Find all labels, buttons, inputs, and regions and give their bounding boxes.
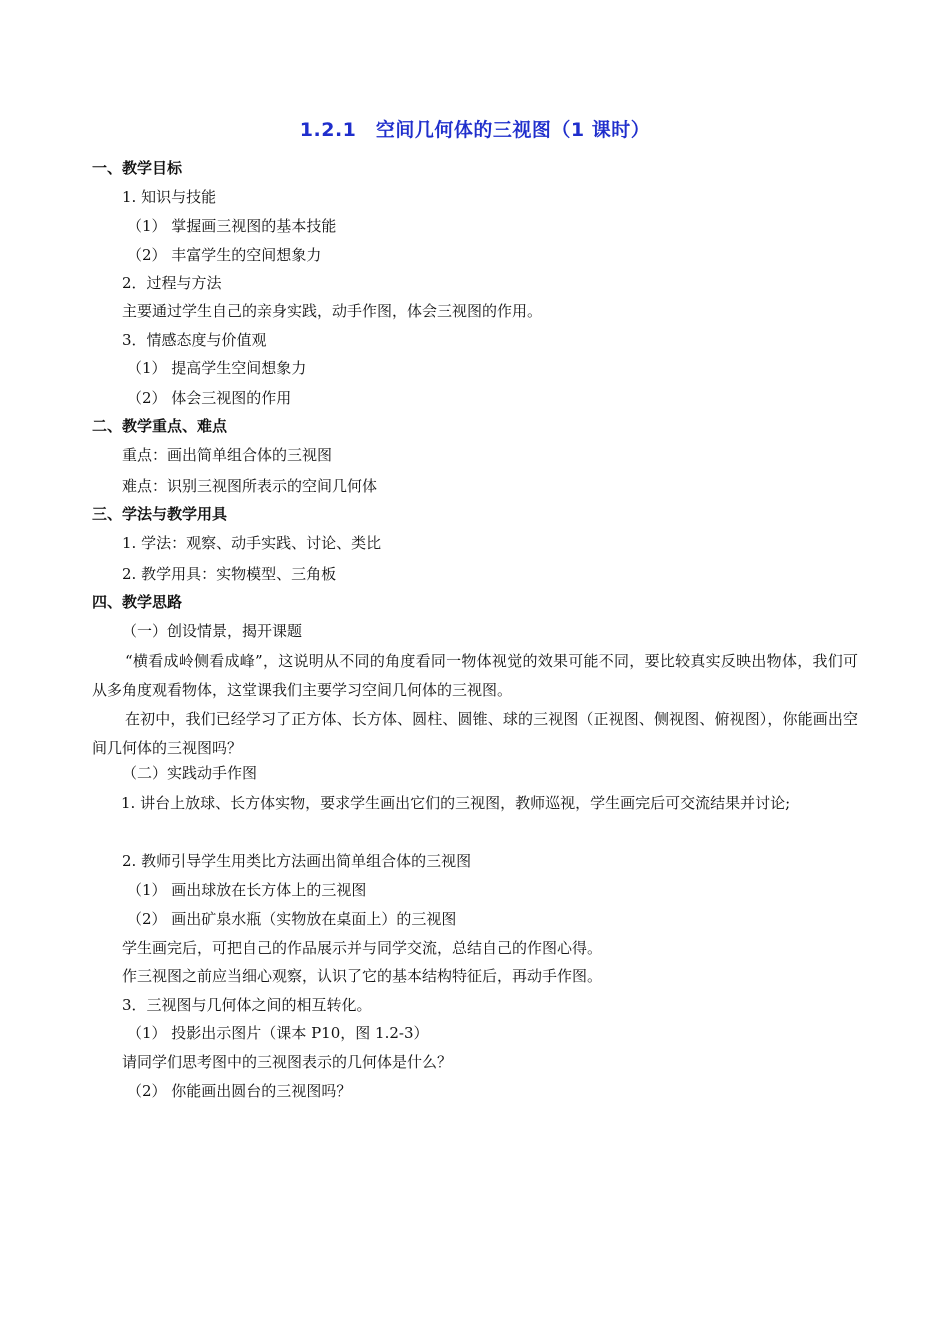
text-line: （1） 提高学生空间想象力 <box>127 359 307 377</box>
text-line: 主要通过学生自己的亲身实践，动手作图，体会三视图的作用。 <box>122 302 543 320</box>
text-line: （2） 画出矿泉水瓶（实物放在桌面上）的三视图 <box>127 910 457 928</box>
text-line: 学生画完后，可把自己的作品展示并与同学交流，总结自己的作图心得。 <box>122 939 603 957</box>
text-line: （2） 你能画出圆台的三视图吗？ <box>127 1082 352 1100</box>
text-line: （2） 体会三视图的作用 <box>127 389 292 407</box>
text-line: （一）创设情景，揭开课题 <box>122 622 303 640</box>
text-line: 1. 知识与技能 <box>122 188 217 206</box>
text-line: （1） 投影出示图片（课本 P10，图 1.2-3） <box>127 1024 429 1042</box>
text-line: 作三视图之前应当细心观察，认识了它的基本结构特征后，再动手作图。 <box>122 967 603 985</box>
text-line: 1. 学法：观察、动手实践、讨论、类比 <box>122 534 382 552</box>
text-line: 2. 教学用具：实物模型、三角板 <box>122 565 337 583</box>
text-line: 3．情感态度与价值观 <box>122 331 267 349</box>
text-line: 难点：识别三视图所表示的空间几何体 <box>122 477 378 495</box>
paragraph: “横看成岭侧看成峰”，这说明从不同的角度看同一物体视觉的效果可能不同，要比较真实反映出物体，我们可从多角度观看物体，这堂课我们主要学习空间几何体的三视图。 <box>92 652 858 699</box>
text-line: 2．过程与方法 <box>122 274 222 292</box>
text-line: （二）实践动手作图 <box>122 764 258 782</box>
section-heading-methods-tools: 三、学法与教学用具 <box>92 505 228 523</box>
section-heading-key-points: 二、教学重点、难点 <box>92 417 228 435</box>
text-line: 3．三视图与几何体之间的相互转化。 <box>122 996 372 1014</box>
section-heading-objectives: 一、教学目标 <box>92 159 183 177</box>
text-line: （1） 画出球放在长方体上的三视图 <box>127 881 367 899</box>
text-line: 请同学们思考图中的三视图表示的几何体是什么？ <box>122 1053 453 1071</box>
paragraph: 在初中，我们已经学习了正方体、长方体、圆柱、圆锥、球的三视图（正视图、侧视图、俯视图），你能画出空间几何体的三视图吗？ <box>92 710 858 757</box>
section-heading-teaching-approach: 四、教学思路 <box>92 593 183 611</box>
text-line: 重点：画出简单组合体的三视图 <box>122 446 333 464</box>
paragraph: 1. 讲台上放球、长方体实物，要求学生画出它们的三视图，教师巡视，学生画完后可交流结果并讨论; <box>121 794 791 812</box>
document-title: 1.2.1 空间几何体的三视图（1 课时） <box>299 119 651 141</box>
text-line: 2. 教师引导学生用类比方法画出简单组合体的三视图 <box>122 852 472 870</box>
text-line: （2） 丰富学生的空间想象力 <box>127 246 322 264</box>
text-line: （1） 掌握画三视图的基本技能 <box>127 217 337 235</box>
